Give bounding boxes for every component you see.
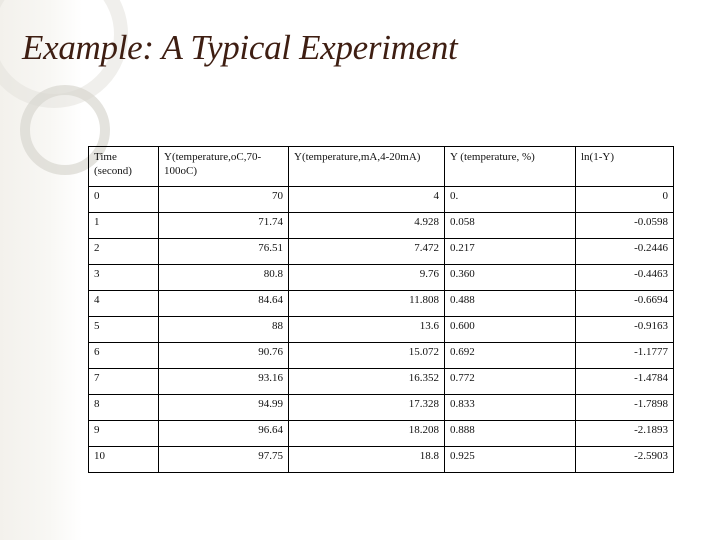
table-header-row bbox=[89, 147, 674, 187]
cell-temp-percent: 0.833 bbox=[445, 395, 576, 421]
column-header: Y(temperature,mA,4-20mA) bbox=[289, 147, 445, 187]
cell-ln-one-minus-y: -1.7898 bbox=[576, 395, 674, 421]
cell-time: 6 bbox=[89, 343, 159, 369]
cell-temp-percent: 0.600 bbox=[445, 317, 576, 343]
cell-temp-percent: 0.360 bbox=[445, 265, 576, 291]
column-header: Y (temperature, %) bbox=[445, 147, 576, 187]
cell-temp-ma: 17.328 bbox=[289, 395, 445, 421]
cell-ln-one-minus-y: -2.5903 bbox=[576, 447, 674, 473]
cell-time: 5 bbox=[89, 317, 159, 343]
cell-temp-percent: 0.772 bbox=[445, 369, 576, 395]
cell-time: 10 bbox=[89, 447, 159, 473]
table-row bbox=[89, 187, 674, 213]
cell-time: 3 bbox=[89, 265, 159, 291]
cell-ln-one-minus-y: -1.4784 bbox=[576, 369, 674, 395]
table-row bbox=[89, 421, 674, 447]
table-row bbox=[89, 239, 674, 265]
cell-time: 1 bbox=[89, 213, 159, 239]
cell-temp-celsius: 94.99 bbox=[159, 395, 289, 421]
table-row bbox=[89, 291, 674, 317]
cell-time: 8 bbox=[89, 395, 159, 421]
experiment-data-table bbox=[88, 146, 674, 473]
cell-temp-percent: 0.217 bbox=[445, 239, 576, 265]
table-row bbox=[89, 213, 674, 239]
cell-temp-percent: 0.488 bbox=[445, 291, 576, 317]
cell-ln-one-minus-y: -0.0598 bbox=[576, 213, 674, 239]
cell-temp-ma: 7.472 bbox=[289, 239, 445, 265]
cell-time: 2 bbox=[89, 239, 159, 265]
table-row bbox=[89, 395, 674, 421]
cell-temp-celsius: 84.64 bbox=[159, 291, 289, 317]
cell-ln-one-minus-y: -0.6694 bbox=[576, 291, 674, 317]
slide-title: Example: A Typical Experiment bbox=[22, 28, 458, 67]
cell-temp-percent: 0.692 bbox=[445, 343, 576, 369]
column-header: ln(1-Y) bbox=[576, 147, 674, 187]
cell-temp-ma: 4 bbox=[289, 187, 445, 213]
cell-temp-percent: 0. bbox=[445, 187, 576, 213]
cell-temp-ma: 16.352 bbox=[289, 369, 445, 395]
cell-temp-celsius: 96.64 bbox=[159, 421, 289, 447]
cell-temp-celsius: 88 bbox=[159, 317, 289, 343]
cell-temp-ma: 4.928 bbox=[289, 213, 445, 239]
cell-temp-celsius: 70 bbox=[159, 187, 289, 213]
cell-temp-percent: 0.925 bbox=[445, 447, 576, 473]
cell-temp-ma: 13.6 bbox=[289, 317, 445, 343]
column-header: Time (second) bbox=[89, 147, 159, 187]
cell-ln-one-minus-y: -0.9163 bbox=[576, 317, 674, 343]
cell-ln-one-minus-y: -0.4463 bbox=[576, 265, 674, 291]
cell-ln-one-minus-y: -1.1777 bbox=[576, 343, 674, 369]
cell-temp-celsius: 93.16 bbox=[159, 369, 289, 395]
cell-temp-percent: 0.058 bbox=[445, 213, 576, 239]
cell-temp-celsius: 76.51 bbox=[159, 239, 289, 265]
decorative-sidebar bbox=[0, 0, 82, 540]
cell-temp-ma: 9.76 bbox=[289, 265, 445, 291]
cell-temp-celsius: 71.74 bbox=[159, 213, 289, 239]
cell-temp-ma: 15.072 bbox=[289, 343, 445, 369]
cell-temp-celsius: 90.76 bbox=[159, 343, 289, 369]
cell-temp-celsius: 80.8 bbox=[159, 265, 289, 291]
cell-time: 4 bbox=[89, 291, 159, 317]
cell-ln-one-minus-y: -0.2446 bbox=[576, 239, 674, 265]
cell-temp-percent: 0.888 bbox=[445, 421, 576, 447]
cell-temp-ma: 11.808 bbox=[289, 291, 445, 317]
cell-ln-one-minus-y: -2.1893 bbox=[576, 421, 674, 447]
table-row bbox=[89, 369, 674, 395]
cell-time: 0 bbox=[89, 187, 159, 213]
cell-temp-celsius: 97.75 bbox=[159, 447, 289, 473]
table-row bbox=[89, 265, 674, 291]
table-row bbox=[89, 447, 674, 473]
cell-time: 9 bbox=[89, 421, 159, 447]
cell-ln-one-minus-y: 0 bbox=[576, 187, 674, 213]
cell-time: 7 bbox=[89, 369, 159, 395]
table-row bbox=[89, 343, 674, 369]
table-row bbox=[89, 317, 674, 343]
column-header: Y(temperature,oC,70-100oC) bbox=[159, 147, 289, 187]
cell-temp-ma: 18.8 bbox=[289, 447, 445, 473]
cell-temp-ma: 18.208 bbox=[289, 421, 445, 447]
